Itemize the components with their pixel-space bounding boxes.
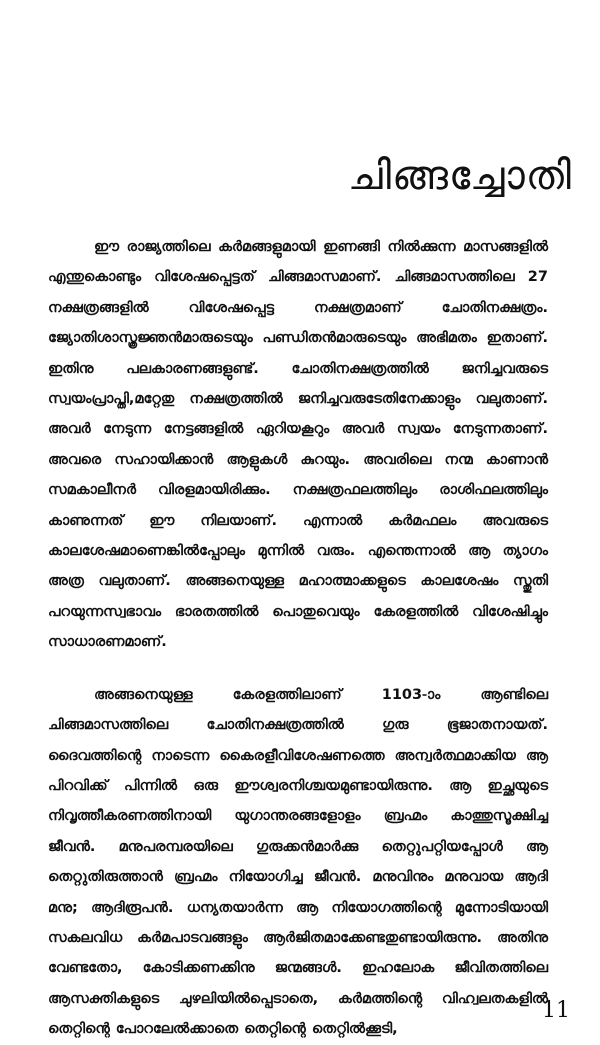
paragraph-1: ഈ രാജ്യത്തിലെ കർമങ്ങളുമായി ഇണങ്ങി നിൽക്കുന്ന മാസങ്ങളിൽ എന്തുകൊണ്ടും വിശേഷപ്പെട്ടത് ചിങ്ങമാസമാണ്. ചിങ്ങമാസത്തിലെ 27 നക്ഷത്രങ്ങളിൽ വിശേഷപ്പെട്ട നക്ഷത്രമാണ് ചോതിനക്ഷത്രം. ജ്യോതിശാസ്ത്രജ്ഞൻമാരുടെയും പണ്ഡിതൻമാരുടെയും അഭിമതം ഇതാണ്. ഇതിനു പലകാരണങ്ങളുണ്ട്. ചോതിനക്ഷത്രത്തിൽ ജനിച്ചവരുടെ സ്വയംപ്രാപ്തി,മറ്റേതു നക്ഷത്രത്തിൽ ജനിച്ചവരുടേതിനേക്കാളും വലുതാണ്. അവർ നേടുന്ന നേട്ടങ്ങളിൽ ഏറിയകൂറും അവർ സ്വയം നേടുന്നതാണ്. അവരെ സഹായിക്കാൻ ആളുകൾ കുറയും. അവരിലെ നന്മ കാണാൻ സമകാലീനർ വിരളമായിരിക്കും. നക്ഷത്രഫലത്തിലും രാശിഫലത്തിലും കാണുന്നത് ഈ നിലയാണ്. എന്നാൽ കർമഫലം അവരുടെ കാലശേഷമാണെങ്കിൽപ്പോലും മുന്നിൽ വരും. എന്തെന്നാൽ ആ ത്യാഗം അത്ര വലുതാണ്. അങ്ങനെയുള്ള മഹാത്മാക്കളുടെ കാലശേഷം സ്തുതി പറയുന്നസ്വഭാവം ഭാരതത്തിൽ പൊതുവെയും കേരളത്തിൽ വിശേഷിച്ചും സാധാരണമാണ്.	[48, 239, 548, 651]
page-number: 11	[542, 998, 570, 1023]
chapter-title: ചിങ്ങച്ചോതി	[347, 153, 572, 199]
body-text	[48, 232, 548, 1045]
paragraph-2: അങ്ങനെയുള്ള കേരളത്തിലാണ് 1103-ാം ആണ്ടിലെ ചിങ്ങമാസത്തിലെ ചോതിനക്ഷത്രത്തിൽ ഗുരു ഭൂജാതനായത്. ദൈവത്തിന്റെ നാടെന്ന കൈരളീവിശേഷണത്തെ അന്വർത്ഥമാക്കിയ ആ പിറവിക്ക് പിന്നിൽ ഒരു ഈശ്വരനിശ്ചയമുണ്ടായിരുന്നു. ആ ഇച്ഛയുടെ നിവൃത്തീകരണത്തിനായി യുഗാന്തരങ്ങളോളം ബ്രഹ്മം കാത്തുസൂക്ഷിച്ച ജീവൻ. മനുപരമ്പരയിലെ ഗുരുക്കൻമാർക്കു തെറ്റുപറ്റിയപ്പോൾ ആ തെറ്റുതിരുത്താൻ ബ്രഹ്മം നിയോഗിച്ച ജീവൻ. മനുവിനും മനുവായ ആദി മനു; ആദിരൂപൻ. ധന്യതയാർന്ന ആ നിയോഗത്തിന്റെ മുന്നോടിയായി സകലവിധ കർമപാടവങ്ങളും ആർജിതമാക്കേണ്ടതുണ്ടായിരുന്നു. അതിനു വേണ്ടതോ, കോടിക്കണക്കിനു ജന്മങ്ങൾ. ഇഹലോക ജീവിതത്തിലെ ആസക്തികളുടെ ചുഴലിയിൽപ്പെടാതെ, കർമത്തിന്റെ വിഹ്വലതകളിൽ തെറ്റിന്റെ പോറലേൽക്കാതെ തെറ്റിന്റെ തെറ്റിൽക്കൂടി,	[48, 686, 548, 1038]
